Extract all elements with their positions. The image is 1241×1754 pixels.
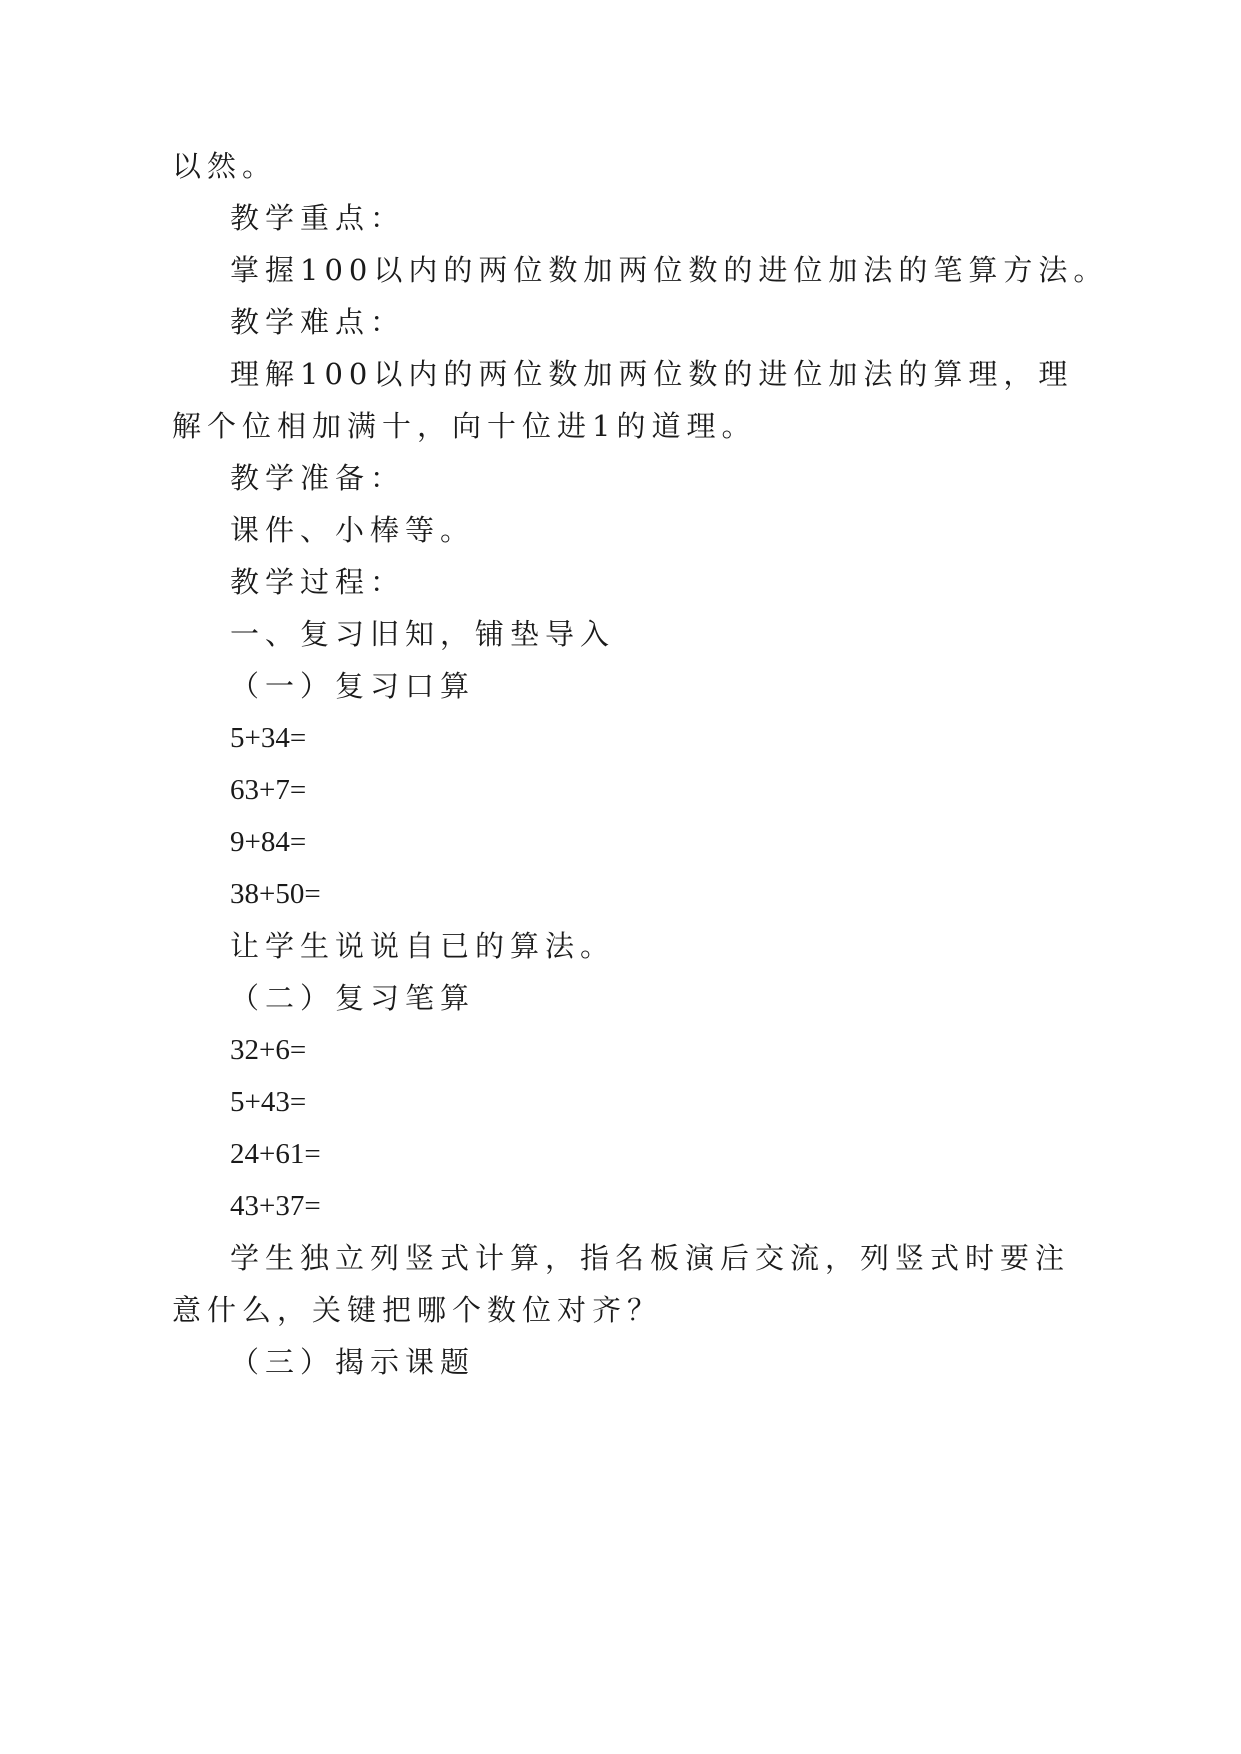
subsection-heading-topic: （三）揭示课题 (230, 1345, 476, 1379)
equation-line: 24+61= (230, 1138, 321, 1170)
text-line-3: 掌握100以内的两位数加两位数的进位加法的笔算方法。 (230, 253, 1109, 287)
section-heading-review: 一、复习旧知，铺垫导入 (230, 617, 616, 651)
equation-line: 9+84= (230, 826, 307, 858)
text-line-8: 课件、小棒等。 (230, 513, 476, 547)
text-line-6: 解个位相加满十，向十位进1的道理。 (172, 409, 757, 443)
equation-line: 43+37= (230, 1190, 321, 1222)
equation-line: 32+6= (230, 1034, 307, 1066)
text-line-16: 让学生说说自已的算法。 (230, 929, 616, 963)
subsection-heading-oral: （一）复习口算 (230, 669, 476, 703)
equation-line: 5+34= (230, 722, 307, 754)
heading-teaching-focus: 教学重点： (230, 201, 406, 235)
text-line-5: 理解100以内的两位数加两位数的进位加法的算理，理 (230, 357, 1074, 391)
equation-line: 5+43= (230, 1086, 307, 1118)
subsection-heading-written: （二）复习笔算 (230, 981, 476, 1015)
heading-teaching-preparation: 教学准备： (230, 461, 406, 495)
heading-teaching-process: 教学过程： (230, 565, 406, 599)
equation-line: 63+7= (230, 774, 307, 806)
text-line-22: 学生独立列竖式计算，指名板演后交流，列竖式时要注 (230, 1241, 1071, 1275)
text-line-1: 以然。 (172, 149, 278, 183)
equation-line: 38+50= (230, 878, 321, 910)
heading-teaching-difficulty: 教学难点： (230, 305, 406, 339)
text-line-23: 意什么，关键把哪个数位对齐？ (172, 1293, 663, 1327)
